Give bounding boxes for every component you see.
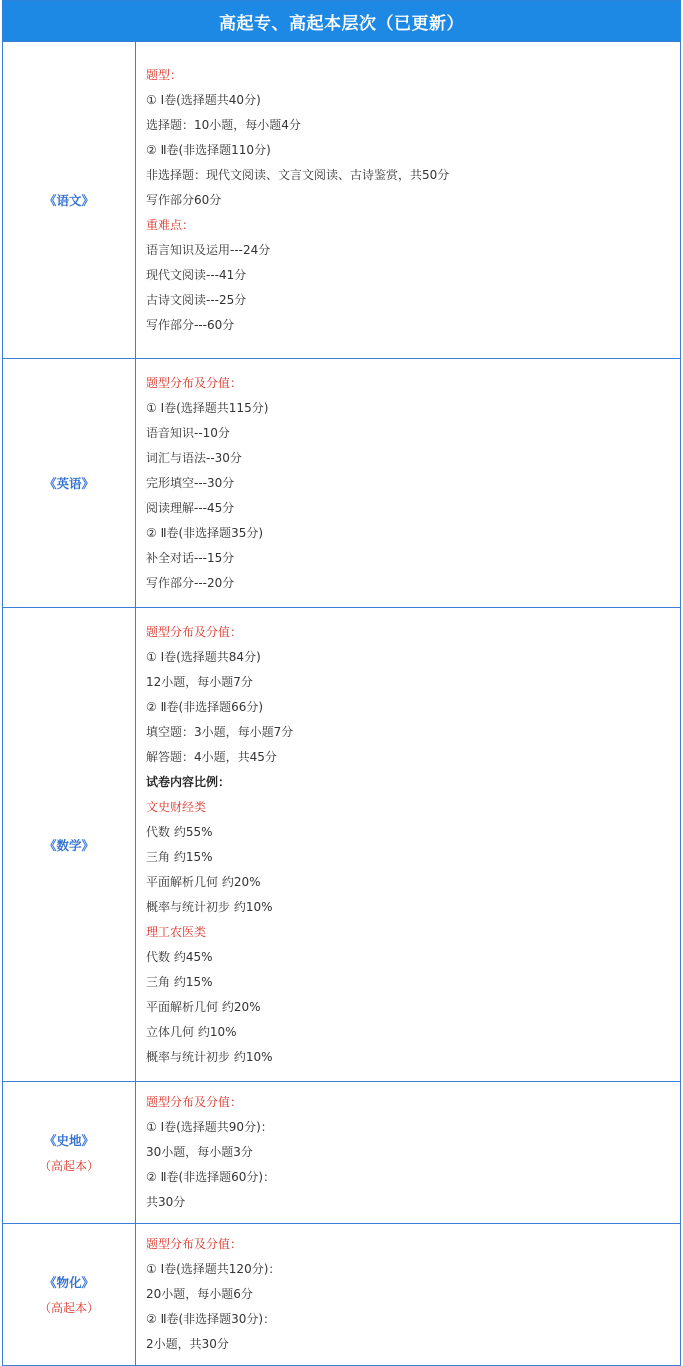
content-line: 2小题，共30分 (146, 1337, 229, 1351)
content-cell (136, 359, 681, 608)
section-heading: 题型分布及分值： (146, 1095, 243, 1109)
content-line: 代数 约45% (146, 949, 213, 964)
content-line: ② Ⅱ卷(非选择题66分) (146, 699, 264, 714)
subject-cell (3, 359, 136, 608)
content-line: ① Ⅰ卷(选择题共90分)： (146, 1120, 273, 1134)
content-line: ② Ⅱ卷(非选择题60分)： (146, 1170, 276, 1184)
content-line: 语言知识及运用---24分 (146, 242, 271, 257)
page-title: 高起专、高起本层次（已更新） (2, 0, 681, 41)
subject-level-note: （高起本） (38, 1301, 99, 1315)
section-heading: 文史财经类 (146, 799, 207, 814)
exam-structure-panel (2, 0, 681, 1366)
subsection-heading: 试卷内容比例： (146, 774, 231, 789)
table-body (3, 42, 681, 1366)
content-line: 补全对话---15分 (146, 550, 235, 565)
content-line: 代数 约55% (146, 824, 213, 839)
section-heading: 重难点： (146, 217, 195, 232)
section-heading: 理工农医类 (146, 924, 207, 939)
subject-name: 《史地》 (43, 1133, 94, 1148)
subject-level-note: （高起本） (38, 1159, 99, 1173)
subject-cell (3, 608, 136, 1082)
section-heading: 题型分布及分值： (146, 624, 243, 639)
content-line: 平面解析几何 约20% (146, 874, 261, 889)
content-line: 20小题，每小题6分 (146, 1287, 253, 1301)
content-line: 非选择题：现代文阅读、文言文阅读、古诗鉴赏，共50分 (146, 167, 450, 182)
table-row (3, 359, 681, 608)
section-heading: 题型分布及分值： (146, 375, 243, 390)
content-line: 古诗文阅读---25分 (146, 292, 247, 307)
content-cell (136, 608, 681, 1082)
content-line: 立体几何 约10% (146, 1024, 237, 1039)
content-line: 平面解析几何 约20% (146, 999, 261, 1014)
content-line: 语音知识--10分 (146, 425, 230, 440)
content-line: 写作部分---20分 (146, 575, 235, 590)
content-line: ② Ⅱ卷(非选择题35分) (146, 525, 264, 540)
content-line: ② Ⅱ卷(非选择题30分)： (146, 1312, 276, 1326)
section-heading: 题型： (146, 67, 183, 82)
table-row (3, 1224, 681, 1366)
content-line: 解答题：4小题，共45分 (146, 749, 277, 764)
content-line: ① Ⅰ卷(选择题共84分) (146, 649, 261, 664)
content-line: 填空题：3小题，每小题7分 (146, 724, 294, 739)
content-cell (136, 1224, 681, 1366)
table-row (3, 608, 681, 1082)
content-cell (136, 42, 681, 359)
subject-cell (3, 1224, 136, 1366)
content-line: 写作部分---60分 (146, 317, 235, 332)
subject-name: 《数学》 (43, 837, 94, 853)
content-cell (136, 1082, 681, 1224)
content-line: 阅读理解---45分 (146, 500, 235, 515)
content-line: 选择题：10小题，每小题4分 (146, 117, 301, 132)
exam-table (2, 41, 681, 1366)
content-line: 概率与统计初步 约10% (146, 1049, 273, 1064)
subject-name: 《物化》 (43, 1275, 94, 1290)
content-line: 共30分 (146, 1195, 186, 1209)
content-line: 完形填空---30分 (146, 475, 235, 490)
content-line: 12小题，每小题7分 (146, 674, 253, 689)
content-line: ① Ⅰ卷(选择题共115分) (146, 400, 269, 415)
content-line: 词汇与语法--30分 (146, 450, 242, 465)
content-line: 30小题，每小题3分 (146, 1145, 253, 1159)
content-line: 写作部分60分 (146, 192, 222, 207)
content-line: 概率与统计初步 约10% (146, 899, 273, 914)
content-line: ① Ⅰ卷(选择题共120分)： (146, 1262, 281, 1276)
content-line: ② Ⅱ卷(非选择题110分) (146, 142, 271, 157)
content-line: 现代文阅读---41分 (146, 267, 247, 282)
table-row (3, 1082, 681, 1224)
content-line: ① Ⅰ卷(选择题共40分) (146, 92, 261, 107)
table-row (3, 42, 681, 359)
subject-cell (3, 1082, 136, 1224)
content-line: 三角 约15% (146, 849, 213, 864)
section-heading: 题型分布及分值： (146, 1237, 243, 1251)
content-line: 三角 约15% (146, 974, 213, 989)
subject-cell (3, 42, 136, 359)
subject-name: 《语文》 (43, 193, 94, 208)
subject-name: 《英语》 (43, 476, 94, 491)
